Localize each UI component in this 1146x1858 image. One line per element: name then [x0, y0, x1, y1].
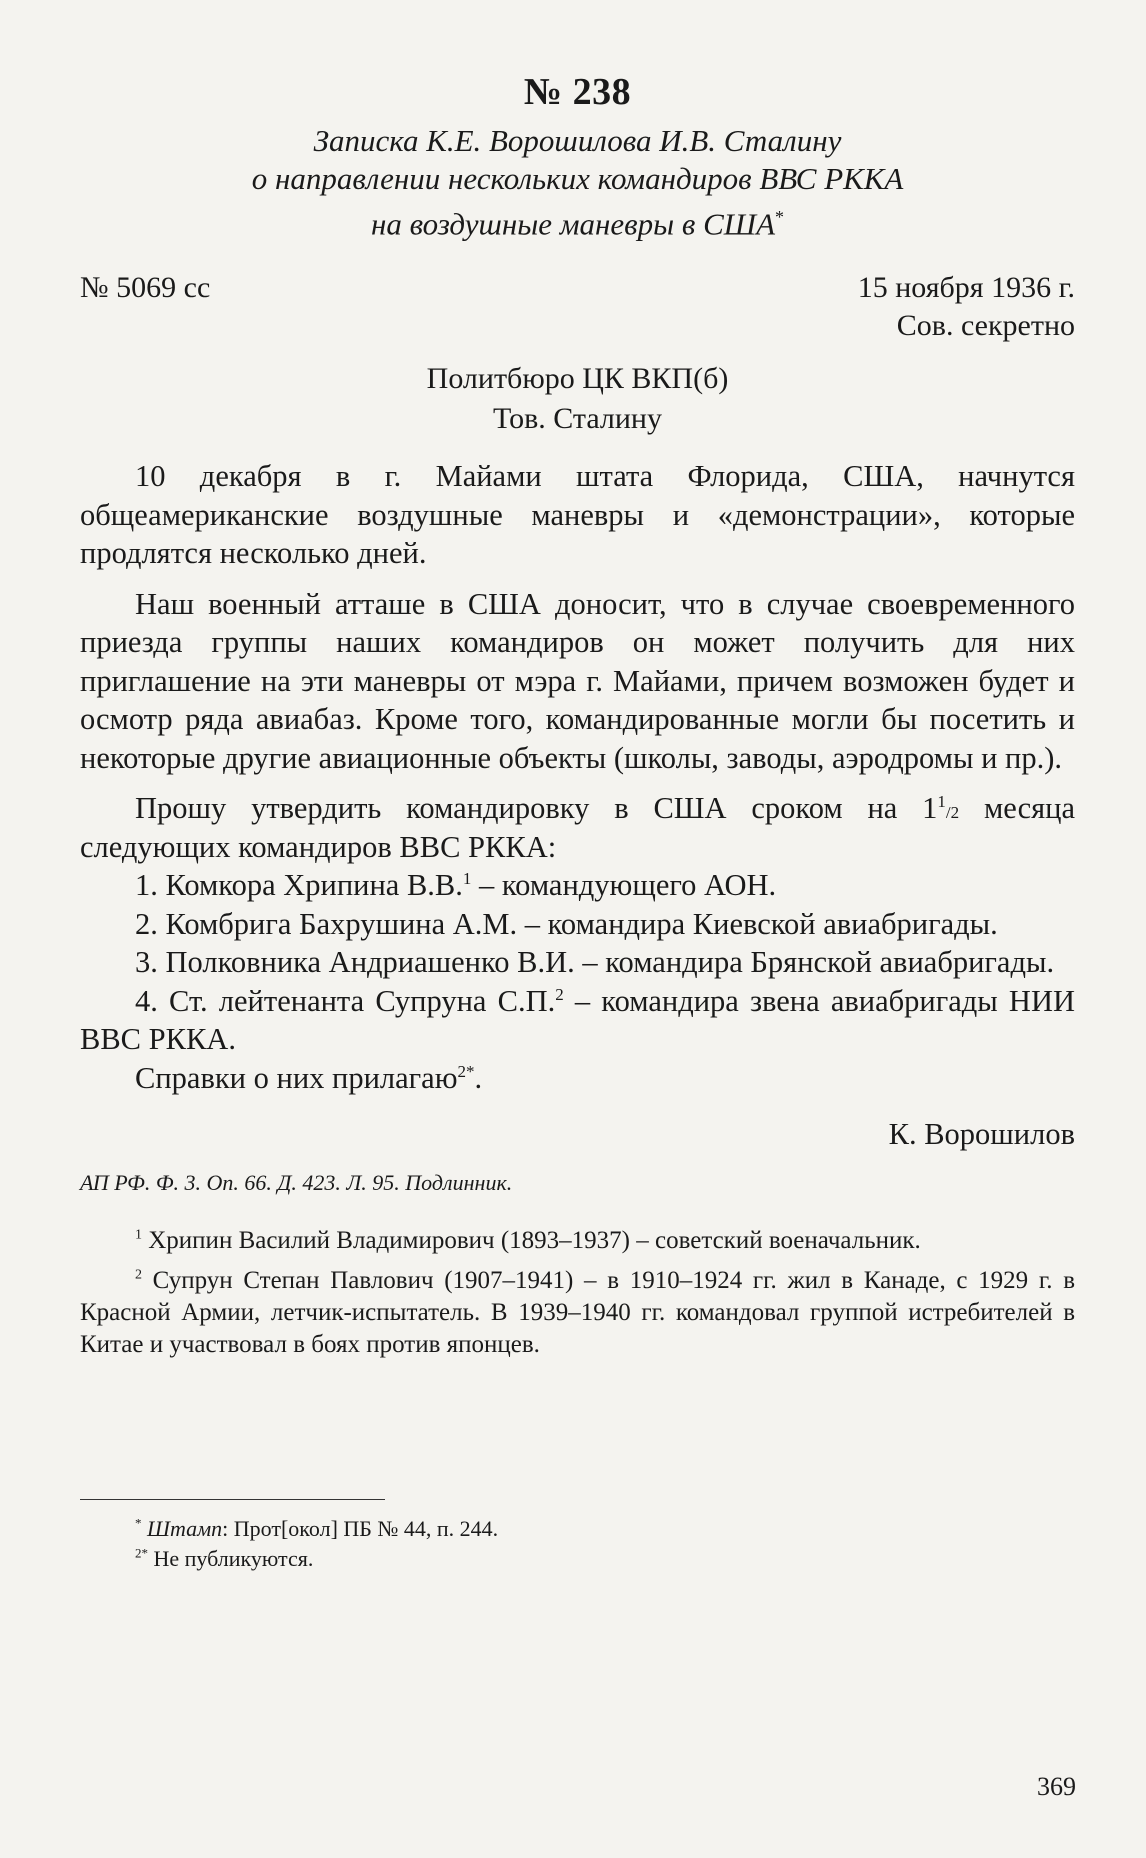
list-item-4-role: – командира звена авиабригады НИИ ВВС РККА. [80, 983, 1076, 1057]
endnote-1 [80, 1514, 1075, 1544]
endnote-1-mark: * [135, 1516, 142, 1531]
endnote-2-mark: 2* [135, 1546, 148, 1561]
footnote-2 [80, 1265, 1075, 1361]
footnote-1 [80, 1225, 1075, 1257]
attachments-end: . [474, 1060, 483, 1095]
title-line-3 [80, 198, 1075, 243]
paragraph-1: 10 декабря в г. Майами штата Флорида, США, начнутся общеамериканские воздушные маневры и «демонстрации», которые продлятся несколько дней. [80, 459, 1075, 571]
paragraph-3-end: месяца следующих командиров ВВС РККА: [80, 791, 1075, 864]
fraction-denominator: /2 [945, 803, 960, 823]
list-item-1 [80, 866, 1075, 905]
endnote-1-text: : Прот[окол] ПБ № 44, п. 244. [222, 1516, 499, 1542]
list-item-4-text: 4. Ст. лейтенанта Супруна С.П. [135, 983, 556, 1018]
title-line-3-text: на воздушные маневры в США [370, 206, 776, 242]
fraction-numerator: 1 [937, 792, 946, 812]
endnote-ref-2: 2* [457, 1061, 475, 1081]
archive-reference: АП РФ. Ф. 3. Оп. 66. Д. 423. Л. 95. Подлинник. [80, 1170, 513, 1196]
document-date: 15 ноября 1936 г. [857, 271, 1075, 305]
endnote-2 [80, 1544, 1075, 1574]
list-item-3: 3. Полковника Андриашенко В.И. – командира Брянской авиабригады. [135, 945, 1055, 980]
endnote-2-text: Не публикуются. [148, 1546, 314, 1572]
footnote-ref-1: 1 [462, 869, 472, 889]
classification-stamp: Сов. секретно [896, 309, 1075, 343]
paragraph-3 [80, 789, 1075, 866]
footnote-2-mark: 2 [135, 1268, 142, 1283]
document-page [80, 70, 1075, 1574]
endnote-1-label: Штамп [147, 1516, 223, 1542]
list-item-1-role: – командующего АОН. [471, 868, 777, 903]
signature: К. Ворошилов [888, 1117, 1075, 1152]
attachments-text: Справки о них прилагаю [135, 1060, 458, 1095]
document-number: № 238 [523, 71, 632, 113]
list-item-2: 2. Комбрига Бахрушина А.М. – командира Киевской авиабригады. [135, 906, 998, 941]
paragraph-3-start: Прошу утвердить командировку в США сроком на 1 [135, 791, 938, 826]
title-footnote-mark: * [775, 207, 785, 227]
addressee [80, 359, 1075, 439]
page-number: 369 [1037, 1772, 1076, 1801]
list-item-1-text: 1. Комкора Хрипина В.В. [135, 868, 463, 903]
paragraph-2: Наш военный атташе в США доносит, что в случае своевременного приезда группы наших командиров он может получить для них приглашение на эти маневры от мэра г. Майами, причем возможен будет и осмотр ряда авиабаз. Кроме того, командированные могли бы посетить и некоторые другие авиационные объекты (школы, заводы, аэродромы и пр.). [80, 586, 1075, 775]
footnote-1-mark: 1 [135, 1228, 142, 1243]
outgoing-number: № 5069 сс [80, 271, 211, 305]
footnote-1-text: Хрипин Василий Владимирович (1893–1937) – советский военачальник. [142, 1227, 921, 1255]
footnote-ref-2: 2 [555, 984, 564, 1004]
document-meta [80, 269, 1075, 307]
footnote-2-text: Супрун Степан Павлович (1907–1941) – в 1910–1924 гг. жил в Канаде, с 1929 г. в Красной Армии, летчик-испытатель. В 1939–1940 гг. командовал группой истребителей в Китае и участвовал в боях против японцев. [80, 1267, 1075, 1359]
addressee-body: Политбюро ЦК ВКП(б) [426, 362, 729, 396]
attachments-note [80, 1059, 1075, 1098]
title-line-2: о направлении нескольких командиров ВВС РККА [251, 161, 904, 196]
endnote-divider [80, 1499, 385, 1500]
document-title [80, 122, 1075, 243]
list-item-4 [80, 982, 1075, 1059]
addressee-person: Тов. Сталину [493, 402, 662, 436]
title-line-1: Записка К.Е. Ворошилова И.В. Сталину [313, 123, 842, 158]
